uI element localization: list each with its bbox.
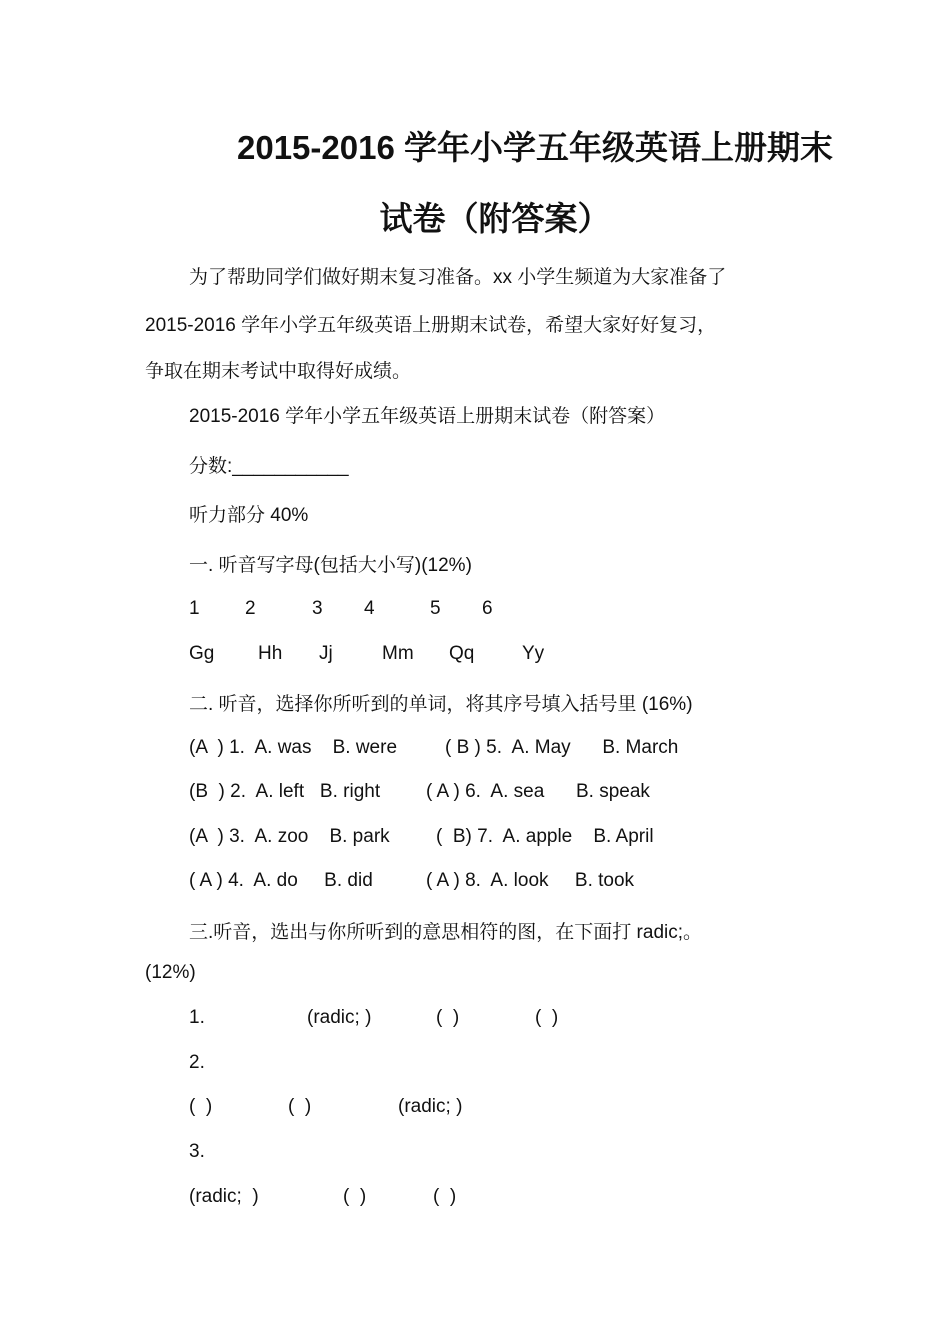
answer-bracket: ( ) <box>189 1096 213 1117</box>
letter-number: 2 <box>245 598 256 619</box>
choice-row-right: ( A ) 6. A. sea B. speak <box>426 781 650 802</box>
section-3-heading-cont: (12%) <box>145 962 196 983</box>
letter-number: 3 <box>312 598 323 619</box>
choice-row-right: ( B ) 5. A. May B. March <box>445 737 679 758</box>
letter-number: 6 <box>482 598 493 619</box>
intro-line-1: 为了帮助同学们做好期末复习准备。xx 小学生频道为大家准备了 <box>189 267 727 288</box>
letter-number: 5 <box>430 598 441 619</box>
question-number: 2. <box>189 1052 205 1073</box>
choice-row-right: ( B) 7. A. apple B. April <box>436 826 654 847</box>
section-1-heading: 一. 听音写字母(包括大小写)(12%) <box>189 555 472 576</box>
score-line: 分数:___________ <box>189 456 349 477</box>
choice-row-right: ( A ) 8. A. look B. took <box>426 870 635 891</box>
listening-heading: 听力部分 40% <box>189 505 309 526</box>
answer-bracket: ( ) <box>436 1007 460 1028</box>
question-number: 1. <box>189 1007 205 1028</box>
document-title-line-2: 试卷（附答案） <box>379 200 611 237</box>
choice-row-left: ( A ) 4. A. do B. did <box>189 870 373 891</box>
letter-number: 4 <box>364 598 375 619</box>
answer-bracket: ( ) <box>343 1186 367 1207</box>
letter-pair: Qq <box>449 643 475 664</box>
letter-pair: Jj <box>319 643 333 664</box>
choice-row-left: (B ) 2. A. left B. right <box>189 781 381 802</box>
letter-number: 1 <box>189 598 200 619</box>
intro-line-2: 2015-2016 学年小学五年级英语上册期末试卷，希望大家好好复习， <box>145 315 717 336</box>
letter-pair: Hh <box>258 643 283 664</box>
letter-pair: Mm <box>382 643 414 664</box>
question-number: 3. <box>189 1141 205 1162</box>
section-3-heading: 三.听音，选出与你所听到的意思相符的图，在下面打 radic;。 <box>189 922 703 943</box>
answer-bracket: (radic; ) <box>398 1096 463 1117</box>
answer-bracket: ( ) <box>535 1007 559 1028</box>
section-2-heading: 二. 听音，选择你所听到的单词，将其序号填入括号里 (16%) <box>189 694 693 715</box>
answer-bracket: (radic; ) <box>189 1186 259 1207</box>
answer-bracket: ( ) <box>433 1186 457 1207</box>
subtitle: 2015-2016 学年小学五年级英语上册期末试卷（附答案） <box>189 406 666 427</box>
document-title-line-1: 2015-2016 学年小学五年级英语上册期末 <box>237 129 833 166</box>
letter-pair: Yy <box>522 643 545 664</box>
choice-row-left: (A ) 1. A. was B. were <box>189 737 398 758</box>
intro-line-3: 争取在期末考试中取得好成绩。 <box>145 361 412 382</box>
choice-row-left: (A ) 3. A. zoo B. park <box>189 826 390 847</box>
answer-bracket: (radic; ) <box>307 1007 372 1028</box>
letter-pair: Gg <box>189 643 215 664</box>
answer-bracket: ( ) <box>288 1096 312 1117</box>
